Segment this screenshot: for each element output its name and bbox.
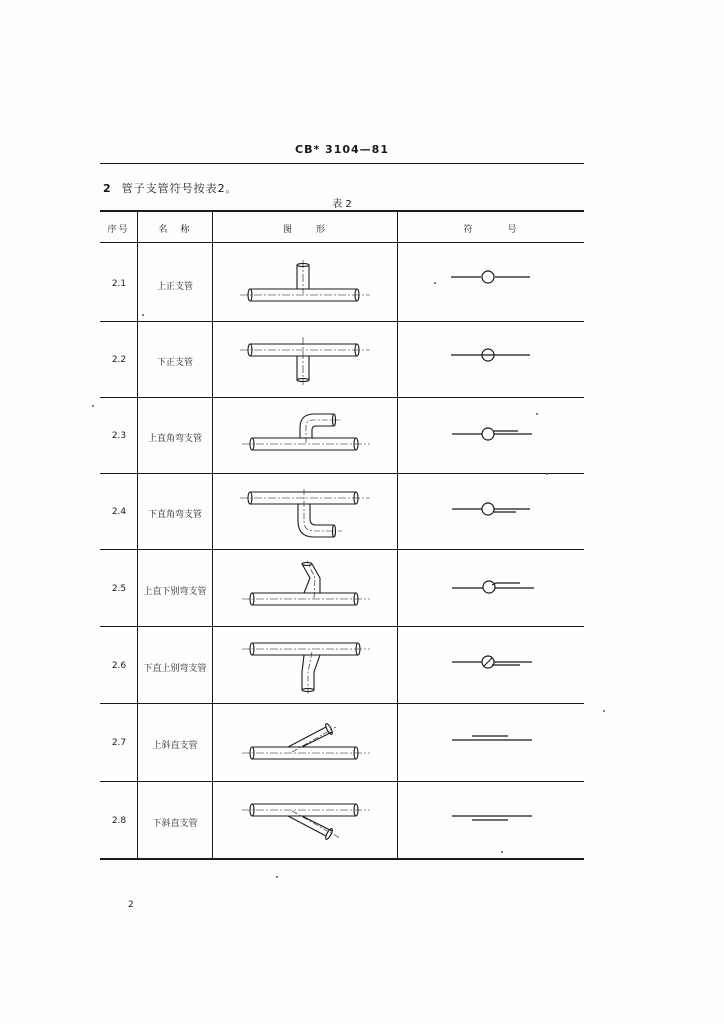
column-header-name: 名 称 bbox=[158, 225, 192, 235]
scan-speck bbox=[92, 405, 94, 407]
row-name: 下正支管 bbox=[156, 358, 193, 368]
symbol-upper-oblique-branch bbox=[440, 719, 544, 759]
intro-paragraph bbox=[103, 180, 238, 196]
header-rule bbox=[100, 163, 584, 164]
row-name: 下斜直支管 bbox=[152, 819, 198, 829]
row-seq: 2.5 bbox=[111, 584, 127, 594]
column-divider bbox=[212, 211, 213, 859]
page-number: 2 bbox=[128, 900, 134, 910]
row-name: 下直上别弯支管 bbox=[143, 664, 207, 674]
scan-speck bbox=[142, 314, 144, 316]
scan-speck bbox=[501, 851, 503, 853]
symbol-lower-straight-branch bbox=[440, 336, 544, 376]
row-seq: 2.4 bbox=[111, 507, 127, 517]
row-name: 上正支管 bbox=[156, 282, 193, 292]
pipe-branch-diagram bbox=[230, 410, 380, 486]
pipe-branch-diagram bbox=[230, 260, 380, 336]
symbol-upper-straight-branch bbox=[440, 258, 544, 298]
section-number: 2 bbox=[103, 182, 112, 195]
scan-speck bbox=[434, 282, 436, 284]
scan-speck bbox=[536, 413, 538, 415]
document-code: CB* 3104—81 bbox=[295, 143, 389, 156]
column-header-figure: 图 形 bbox=[282, 225, 327, 235]
pipe-branch-diagram bbox=[230, 792, 380, 868]
row-name: 上斜直支管 bbox=[152, 741, 198, 751]
column-divider bbox=[137, 211, 138, 859]
symbol-upper-right-angle-bend bbox=[440, 414, 544, 454]
pipe-branch-diagram bbox=[230, 333, 380, 409]
row-seq: 2.1 bbox=[111, 279, 127, 289]
table-header-rule bbox=[100, 242, 584, 243]
table-caption: 表 2 bbox=[332, 199, 352, 210]
column-header-symbol: 符 号 bbox=[463, 225, 519, 235]
symbol-lower-straight-upper-offset bbox=[440, 643, 544, 683]
column-header-seq: 序号 bbox=[107, 225, 130, 235]
pipe-branch-diagram bbox=[230, 715, 380, 791]
row-seq: 2.7 bbox=[111, 738, 127, 748]
row-seq: 2.3 bbox=[111, 431, 127, 441]
row-name: 上直角弯支管 bbox=[147, 434, 202, 444]
row-seq: 2.8 bbox=[111, 816, 127, 826]
row-seq: 2.6 bbox=[111, 661, 127, 671]
pipe-branch-diagram bbox=[230, 485, 380, 561]
symbol-upper-straight-lower-offset bbox=[440, 568, 544, 608]
row-name: 上直下别弯支管 bbox=[143, 587, 207, 597]
scan-speck bbox=[546, 473, 548, 475]
symbol-lower-oblique-branch bbox=[440, 797, 544, 837]
row-seq: 2.2 bbox=[111, 355, 127, 365]
scan-speck bbox=[603, 710, 605, 712]
table-top-rule bbox=[100, 210, 584, 212]
pipe-branch-diagram bbox=[230, 560, 380, 636]
pipe-branch-diagram bbox=[230, 638, 380, 714]
symbol-lower-right-angle-bend bbox=[440, 490, 544, 530]
intro-text: 管子支管符号按表2。 bbox=[121, 182, 238, 195]
scan-speck bbox=[276, 876, 278, 878]
row-name: 下直角弯支管 bbox=[147, 510, 202, 520]
column-divider bbox=[397, 211, 398, 859]
